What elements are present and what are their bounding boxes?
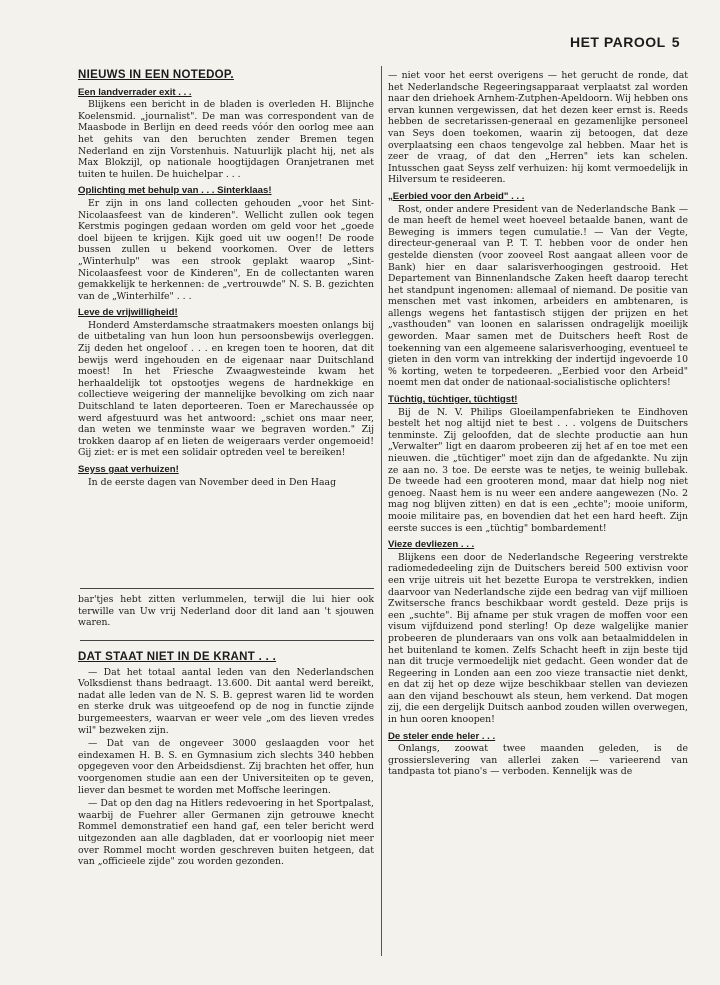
- page-number: 5: [671, 34, 680, 50]
- left-bottom-column: [78, 652, 374, 870]
- continued-text: bar'tjes hebt zitten verlummelen, terwijl die lui hier ook terwille van Uw vrij Nederland door dit land aan 't sjouwen waren.: [78, 594, 374, 629]
- krant-paragraph: — Dat van de ongeveer 3000 geslaagden voor het eindexamen H. B. S. en Gymnasium zich slechts 340 hebben opgegeven voor den Arbeidsdienst. Zij brachten het offer, hun voorgenomen studie aan een der Universiteiten op te geven, liever dan besmet te worden met Moffsche leeringen.: [78, 738, 374, 796]
- item-heading: Seyss gaat verhuizen!: [78, 464, 179, 475]
- left-continued-text: [78, 594, 374, 631]
- item-heading: Een landverrader exit . . .: [78, 86, 192, 98]
- item-heading: „Eerbied voor den Arbeid" . . .: [388, 190, 525, 202]
- right-column: [388, 70, 688, 780]
- page-header: [560, 34, 680, 50]
- item-text: Honderd Amsterdamsche straatmakers moesten onlangs bij de uitbetaling van hun loon hun persoonsbewijs overleggen. Zij deden het ongeloof . . . en kregen toen te hooren, dat dit bewijs werd ingehouden en de eigenaar naar Duitschland moest! In het Friesche Zwaagwesteinde kwam het herhaaldelijk tot opstootjes wegens de hardnekkige en collectieve weigering der mannelijke bevolking om zich naar Duitschland te laten deporteeren. Toen er Marechaussée op werd afgestuurd was het antwoord: „schiet ons maar neer, dan weten we tenminste waar we begraven worden." Zij trokken daarop af en lieten de weigeraars verder ongemoeid! Gij ziet: er is met een solidair optreden veel te bereiken!: [78, 319, 374, 459]
- horizontal-rule: [80, 640, 374, 641]
- right-intro-text: — niet voor het eerst overigens — het gerucht de ronde, dat het Nederlandsche Regeeringsapparaat verplaatst zal worden naar den driehoek Arnhem-Zutphen-Apeldoorn. Wij hebben ons ervan kunnen vergewissen, dat het dezen keer ernst is. Reeds hebben de secretarissen-generaal en gezamenlijke personeel van Seys doen toekomen, waarin zij betoogen, dat deze overplaatsing een chaos tengevolge zal hebben. Maar het is zeer de vraag, of dat den „Herren" iets kan schelen. Intusschen gaat Seyss zelf verhuizen: hij komt vermoedelijk in Hilversum te resideeren.: [388, 70, 688, 186]
- newspaper-title: HET PAROOL: [569, 34, 666, 50]
- section-title-nieuws: NIEUWS IN EEN NOTEDOP.: [78, 69, 234, 81]
- krant-paragraph: — Dat het totaal aantal leden van den Nederlandschen Volksdienst thans bedraagt. 13.600. Dit aantal werd bereikt, nadat alle leden van de N. S. B. geprest waren lid te worden en sterke druk was uitgeoefend op de nog in functie zijnde burgemeesters, waarvan er weer vele „om des lieven vredes wil" bezweken zijn.: [78, 666, 374, 736]
- item-heading: Leve de vrijwilligheid!: [78, 307, 178, 319]
- item-text: Blijkens een bericht in de bladen is overleden H. Blijnche Koelensmid. „journalist". De man was correspondent van de Maasbode in Berlijn en deed reeds vóór den oorlog mee aan het gehits van den beruchten zender Bremen tegen Nederland en zijn Vorstenhuis. Natuurlijk placht hij, net als Max Blokzijl, op nationale hoogtijdagen Oranjetranen met tuiten te huilen. De huichelpar . . .: [78, 99, 374, 180]
- item-text: Bij de N. V. Philips Gloeilampenfabrieken te Eindhoven bestelt het nog altijd niet te best . . . volgens de Duitschers tenminste. Zij geloofden, dat de slechte productie aan hun „Verwalter" ligt en daarom probeeren zij het af en toe met een nieuwen. die „tüchtiger" moet zijn dan de afgedankte. Nu zijn ze aan no. 3 toe. De eerste was te netjes, te weinig bullebak. De tweede had een grooteren mond, maar dat hielp nog niet genoeg. Naast hem is nu weer een andere aangewezen (No. 2 mag nog blijven zitten) en dat is een „echte"; mooie uniform, mooie militaire pas, en bovendien dat het een hard heeft. Zijn eerste succes is een „tüchtig" bombardement!: [388, 406, 688, 534]
- left-column: [78, 70, 374, 490]
- krant-paragraph: — Dat op den dag na Hitlers redevoering in het Sportpalast, waarbij de Fuehrer aller Germanen zijn getrouwe knecht Rommel demonstratief een hand gaf, een teler bericht werd uitgezonden aan alle dagbladen, dat er voorloopig niet meer over Rommel mocht worden geschreven buiten hetgeen, dat van „officieele zijde" zou worden gezonden.: [78, 798, 374, 868]
- item-heading: De steler ende heler . . .: [388, 730, 496, 742]
- section-title-krant: DAT STAAT NIET IN DE KRANT . . .: [78, 651, 277, 663]
- item-heading: Tüchtig, tüchtiger, tüchtigst!: [388, 394, 518, 406]
- column-divider: [381, 66, 382, 956]
- item-text: Onlangs, zoowat twee maanden geleden, is de grossierslevering van allerlei zaken — varieerend van tandpasta tot piano's — verboden. Kennelijk was de: [388, 743, 688, 778]
- item-text: In de eerste dagen van November deed in Den Haag: [88, 476, 337, 488]
- item-text: Rost, onder andere President van de Nederlandsche Bank — de man heeft de hemel weet hoeveel betaalde banen, want de Beweging is immers tegen cumulatie.! — Van der Vegte, directeur-generaal van P. T. T. hebben voor de onder hen gestelde diensten (voor zooveel Rost aangaat alleen voor de Bank) hier en daar salarisverhoogingen gestrooid. Het Departement van Binnenlandsche Zaken heeft daarop terecht het standpunt ingenomen: allemaal of niemand. De positie van menschen met vast inkomen, arbeiders en ambtenaren, is allengs wegens het fantastisch stijgen der prijzen en het „vasthouden" van loonen en salarissen ondragelijk moeilijk geworden. Maar samen met de Duitschers heeft Rost de toekenning van een algemeene salarisverhooging, eventueel te gieten in den vorm van intrekking der indertijd ingevoerde 10 % korting, weten te torpedeeren. „Eerbied voor den Arbeid" noemt men dat onder de nationaal-socialistische oplichters!: [388, 203, 688, 389]
- item-heading: Vieze devliezen . . .: [388, 539, 475, 551]
- item-heading: Oplichting met behulp van . . . Sinterklaas!: [78, 185, 272, 197]
- horizontal-rule: [80, 588, 374, 589]
- item-text: Er zijn in ons land collecten gehouden „voor het Sint-Nicolaasfeest van de kinderen". Wellicht zullen ook tegen Kerstmis pogingen gedaan worden om geld voor het „goede doel bijeen te krijgen. Kijk goed uit uw oogen!! De roode bussen zullen u bekend voorkomen. Over de letters „Winterhulp" was een strook geplakt waarop „Sint-Nicolaasfeest voor de Kinderen", En de collectanten waren gemakkelijk te herkennen: de „vertrouwde" N. S. B. gezichten van de „Winterhilfe" . . .: [78, 197, 374, 302]
- item-text: Blijkens een door de Nederlandsche Regeering verstrekte radiomededeeling zijn de Duitschers bereid 500 extivisn voor een vrije uitreis uit het bezette Europa te verstrekken, indien daarvoor van Nederlandsche zijde een bedrag van vijf millioen Zwitsersche francs beschikbaar wordt gesteld. Deze prijs is een „suchte". Bij afname per stuk vragen de moffen voor een visum vijfduizend pond sterling! Op deze walgelijke manier probeeren de plunderaars van ons volk aan betaalmiddelen in het buitenland te komen. Zelfs Schacht heeft in zijn beste tijd nan dit trucje vermoedelijk niet gedacht. Geen wonder dat de Regeering in Londen aan een zoo vieze transactie niet denkt, en dat zij het op deze wijze beschikbaar stellen van deviezen aan den vijand beschouwt als steun, hem verkend. Dat mogen zij, die een dergelijk Duitsch aanbod zouden willen overwegen, in hun ooren knoopen!: [388, 551, 688, 726]
